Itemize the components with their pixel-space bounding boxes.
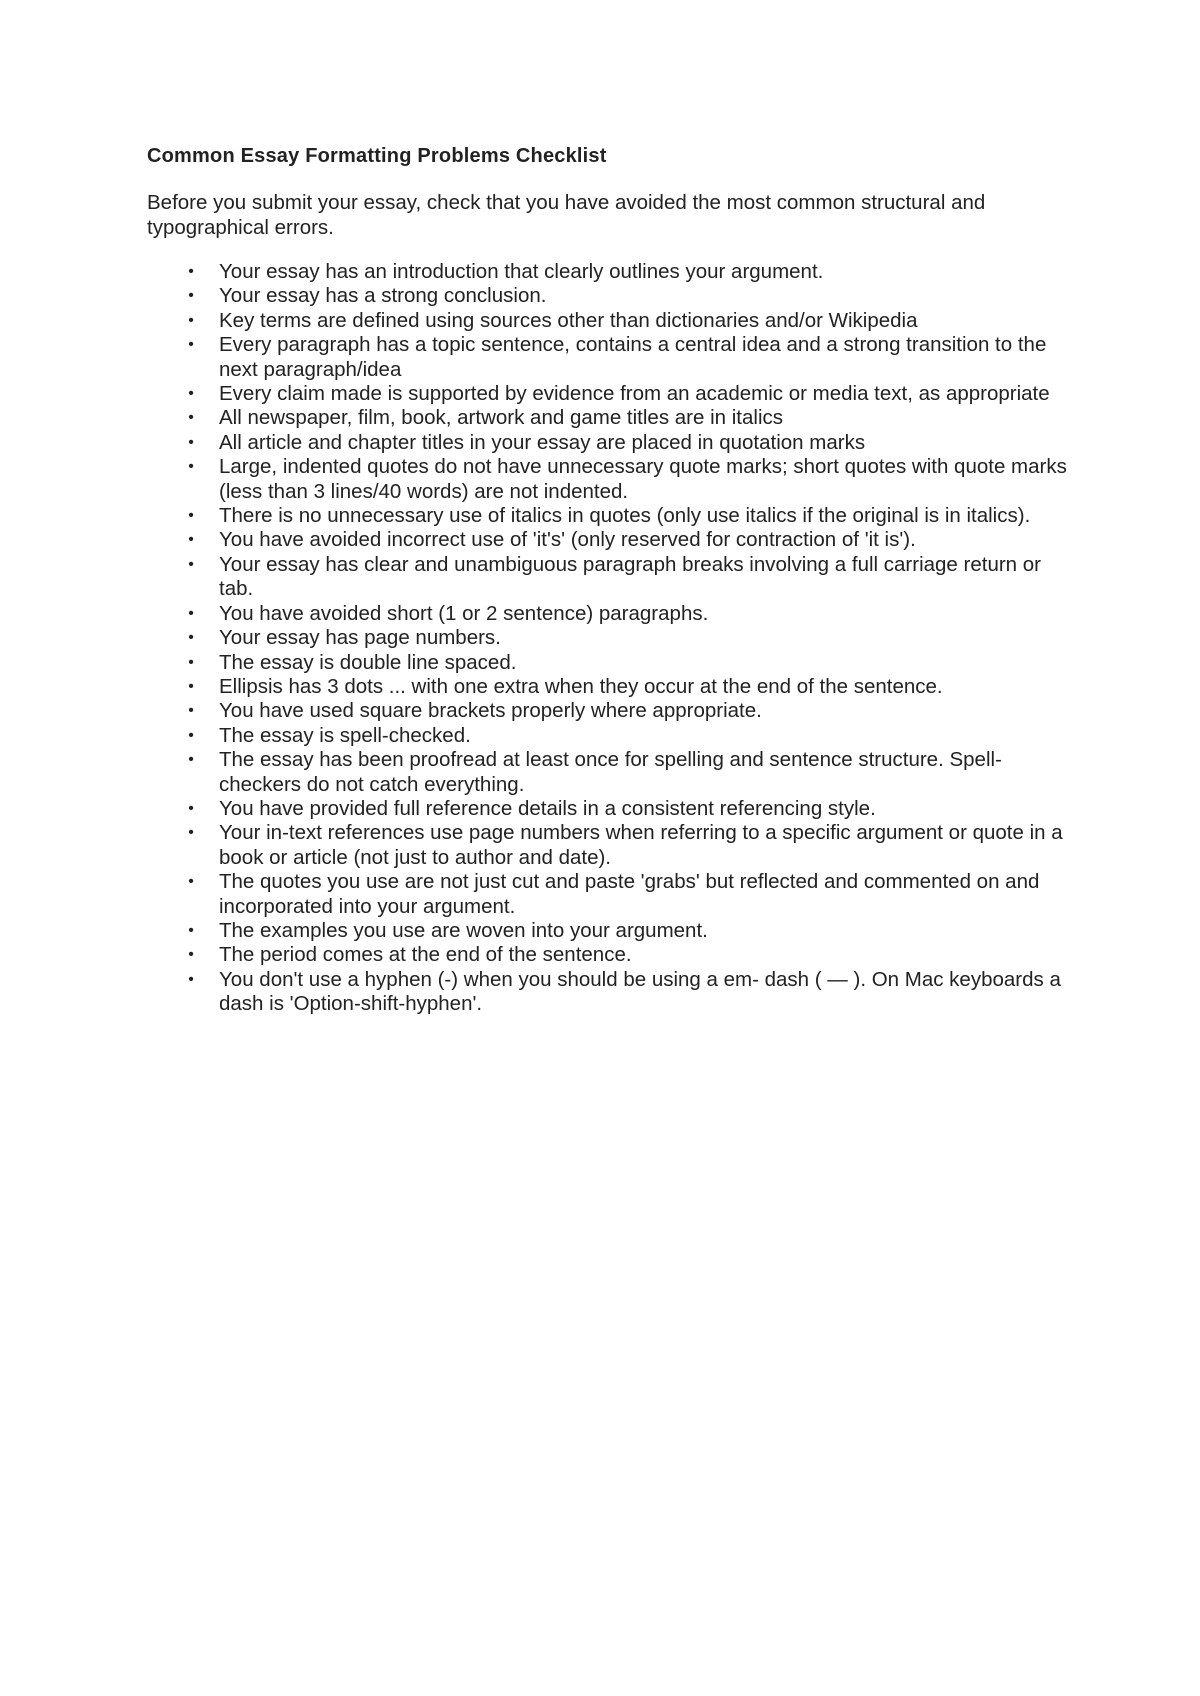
checklist-item	[147, 553, 1079, 602]
checklist-item	[147, 943, 1079, 967]
checklist-item-text: You have avoided short (1 or 2 sentence) paragraphs.	[219, 601, 709, 625]
intro-paragraph: Before you submit your essay, check that you have avoided the most common structural and typographical errors.	[147, 191, 986, 239]
checklist-item-text: You have avoided incorrect use of 'it's' (only reserved for contraction of 'it is').	[219, 528, 916, 552]
checklist-item	[147, 406, 1079, 430]
checklist-item	[147, 431, 1079, 455]
checklist-item	[147, 821, 1079, 870]
checklist-item-text: Your essay has page numbers.	[219, 626, 501, 650]
document-title: Common Essay Formatting Problems Checklist	[147, 145, 607, 167]
bullet-icon: •	[188, 458, 194, 476]
checklist-item-text: The essay is double line spaced.	[219, 650, 517, 674]
bullet-icon: •	[188, 604, 194, 622]
bullet-icon: •	[188, 799, 194, 817]
bullet-icon: •	[188, 531, 194, 549]
checklist-item	[147, 504, 1079, 528]
checklist	[147, 260, 1067, 1017]
bullet-icon: •	[188, 653, 194, 671]
checklist-item	[147, 626, 1079, 650]
checklist-item	[147, 968, 1079, 1017]
checklist-item	[147, 284, 1079, 308]
checklist-item	[147, 382, 1079, 406]
bullet-icon: •	[188, 824, 194, 842]
checklist-item-text: The examples you use are woven into your argument.	[219, 918, 708, 942]
checklist-item	[147, 797, 1079, 821]
checklist-item-text: Your essay has clear and unambiguous paragraph breaks involving a full carriage return or tab.	[219, 552, 1042, 601]
checklist-item-text: You have used square brackets properly where appropriate.	[219, 699, 762, 723]
bullet-icon: •	[188, 921, 194, 939]
checklist-item	[147, 455, 1079, 504]
checklist-item	[147, 870, 1079, 919]
checklist-item-text: Every claim made is supported by evidence from an academic or media text, as appropriate	[219, 382, 1050, 406]
checklist-item-text: The quotes you use are not just cut and paste 'grabs' but reflected and commented on and incorporated into your argument.	[219, 870, 1040, 918]
checklist-item-text: The essay has been proofread at least once for spelling and sentence structure. Spell-checkers do not catch everything.	[219, 748, 1002, 796]
checklist-item-text: Your essay has an introduction that clearly outlines your argument.	[219, 260, 824, 283]
bullet-icon: •	[188, 433, 194, 451]
bullet-icon: •	[188, 751, 194, 769]
checklist-item	[147, 699, 1079, 723]
bullet-icon: •	[188, 873, 194, 891]
checklist-item	[147, 602, 1079, 626]
checklist-item-text: Every paragraph has a topic sentence, contains a central idea and a strong transition to the next paragraph/idea	[219, 333, 1047, 381]
bullet-icon: •	[188, 385, 194, 403]
bullet-icon: •	[188, 336, 194, 354]
checklist-item	[147, 724, 1079, 748]
checklist-item-text: You have provided full reference details in a consistent referencing style.	[219, 796, 876, 820]
checklist-item-text: Ellipsis has 3 dots ... with one extra when they occur at the end of the sentence.	[219, 674, 943, 698]
bullet-icon: •	[188, 409, 194, 427]
checklist-item	[147, 333, 1079, 382]
bullet-icon: •	[188, 287, 194, 305]
checklist-item-text: Large, indented quotes do not have unnecessary quote marks; short quotes with quote marks (less than 3 lines/40 words) are not indented.	[219, 455, 1067, 503]
checklist-item-text: Key terms are defined using sources other than dictionaries and/or Wikipedia	[219, 308, 918, 332]
checklist-item-text: All article and chapter titles in your essay are placed in quotation marks	[219, 430, 866, 454]
bullet-icon: •	[188, 702, 194, 720]
bullet-icon: •	[188, 507, 194, 525]
bullet-icon: •	[188, 629, 194, 647]
checklist-item-text: All newspaper, film, book, artwork and game titles are in italics	[219, 406, 784, 430]
checklist-item-text: Your in-text references use page numbers when referring to a specific argument or quote in a book or article (not just to author and date).	[219, 821, 1063, 869]
checklist-item-text: Your essay has a strong conclusion.	[219, 284, 547, 308]
checklist-item	[147, 309, 1079, 333]
checklist-item	[147, 919, 1079, 943]
checklist-item	[147, 651, 1079, 675]
checklist-item	[147, 260, 1079, 284]
bullet-icon: •	[188, 263, 194, 280]
bullet-icon: •	[188, 970, 194, 988]
checklist-item-text: You don't use a hyphen (-) when you should be using a em- dash ( — ). On Mac keyboards a dash is 'Option-shift-hyphen'.	[219, 967, 1061, 1016]
bullet-icon: •	[188, 946, 194, 964]
bullet-icon: •	[188, 311, 194, 329]
bullet-icon: •	[188, 677, 194, 695]
checklist-item	[147, 528, 1079, 552]
document-body	[147, 143, 1067, 1017]
bullet-icon: •	[188, 726, 194, 744]
checklist-item	[147, 748, 1079, 797]
checklist-item-text: The essay is spell-checked.	[219, 723, 471, 747]
checklist-item-text: There is no unnecessary use of italics in quotes (only use italics if the original is in italics).	[219, 504, 1031, 528]
bullet-icon: •	[188, 555, 194, 573]
checklist-item-text: The period comes at the end of the sentence.	[219, 943, 632, 967]
checklist-item	[147, 675, 1079, 699]
